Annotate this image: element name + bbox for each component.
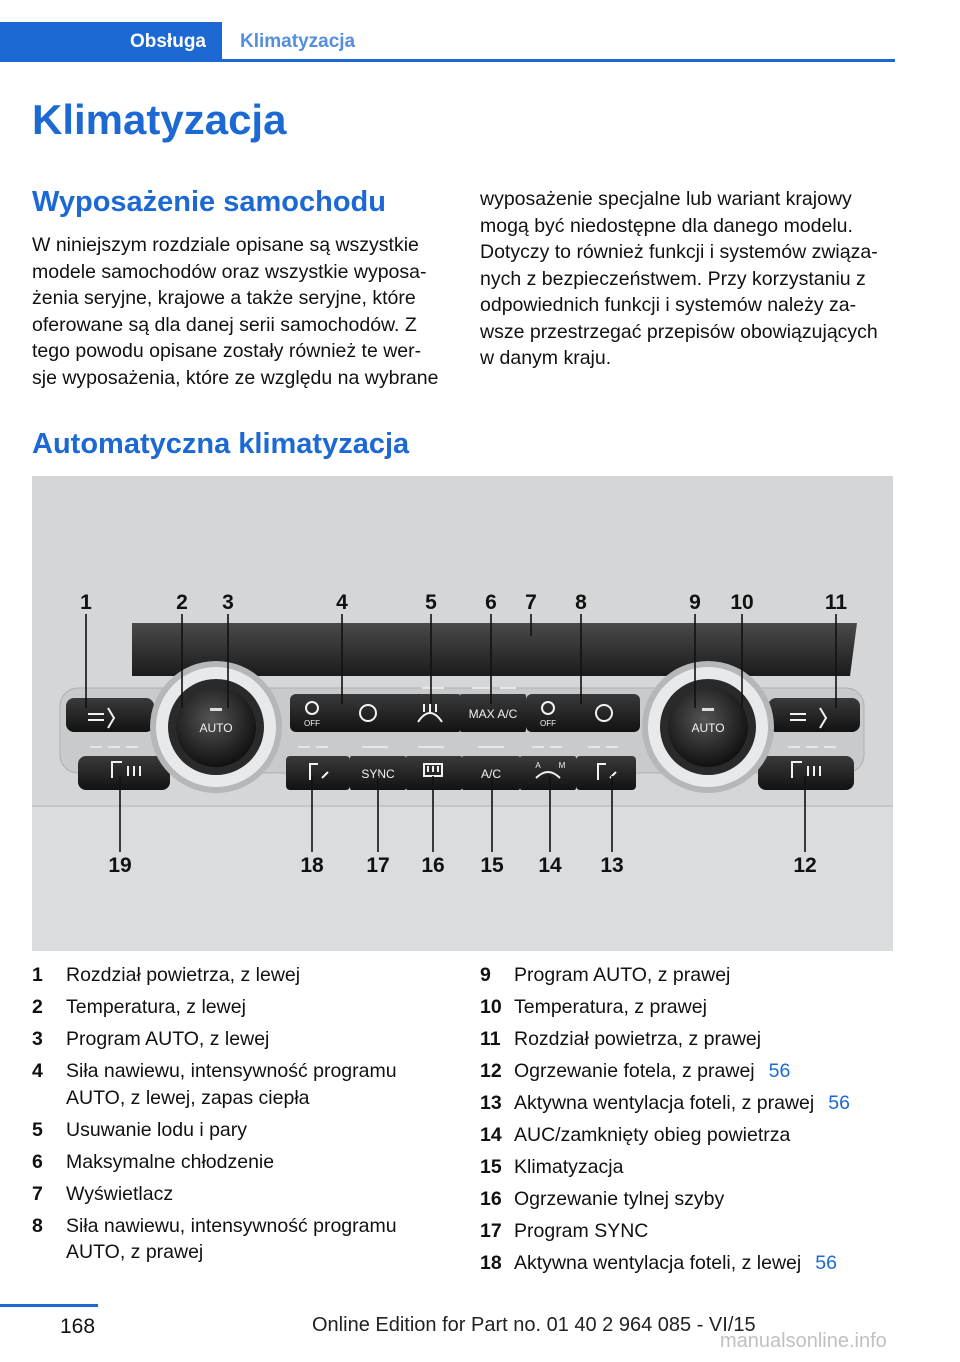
legend-text-block [66, 1058, 452, 1111]
legend-item [32, 1149, 452, 1176]
legend-item [480, 1090, 900, 1117]
climate-panel-figure [32, 476, 893, 951]
legend-left [32, 962, 452, 1271]
legend-number: 8 [32, 1214, 43, 1237]
legend-text: AUC/zamknięty obieg powietrza [514, 1124, 791, 1146]
legend-number: 2 [32, 996, 43, 1018]
auto-left-label: AUTO [199, 721, 233, 735]
callout-number: 14 [538, 854, 562, 877]
legend-item [32, 1058, 452, 1111]
legend-number: 6 [32, 1150, 43, 1173]
edition-note: Online Edition for Part no. 01 40 2 964 085 - VI/15 [312, 1314, 756, 1336]
legend-text: Ogrzewanie fotela, z prawej [514, 1060, 755, 1082]
intro-line: modele samochodów oraz wszystkie wyposa‐ [32, 260, 427, 283]
legend-text: Program AUTO, z lewej [66, 1028, 270, 1050]
auc-m-label: M [558, 761, 566, 770]
legend-text: Wyświetlacz [66, 1182, 174, 1205]
legend-text-block [514, 1250, 900, 1277]
legend-item [480, 1122, 900, 1149]
legend-item [32, 1181, 452, 1208]
legend-number: 15 [480, 1156, 502, 1178]
page-number: 168 [60, 1315, 96, 1338]
callout-number: 11 [824, 591, 848, 614]
callout-number: 19 [108, 854, 132, 877]
legend-number: 16 [480, 1188, 502, 1210]
off-left-label: OFF [304, 719, 320, 728]
intro-line: W niniejszym rozdziale opisane są wszystkie [32, 234, 419, 256]
legend-item [480, 962, 900, 989]
intro-line: żenia seryjne, krajowe a także seryjne, które [32, 287, 416, 309]
legend-text: Ogrzewanie tylnej szyby [514, 1188, 725, 1210]
footer-divider [0, 1304, 98, 1307]
tab-klimatyzacja[interactable]: Klimatyzacja [240, 31, 356, 52]
max-ac-label: MAX A/C [468, 707, 518, 721]
legend-text: Program SYNC [514, 1220, 649, 1242]
callout-number: 2 [176, 591, 188, 614]
legend-text: Rozdział powietrza, z prawej [514, 1028, 762, 1050]
intro-column-right [480, 186, 898, 372]
legend-text: Temperatura, z lewej [66, 996, 246, 1018]
section-heading-equipment: Wyposażenie samochodu [32, 186, 386, 218]
ac-label: A/C [480, 767, 502, 781]
callout-number: 3 [222, 591, 234, 614]
callout-number: 8 [575, 591, 587, 614]
callout-number: 6 [485, 591, 497, 614]
intro-line: wyposażenie specjalne lub wariant krajowy [480, 188, 852, 210]
legend-number: 17 [480, 1220, 502, 1242]
legend-text: Aktywna wentylacja foteli, z prawej [514, 1092, 815, 1114]
legend-number: 1 [32, 964, 43, 986]
legend-text: Aktywna wentylacja foteli, z lewej [514, 1252, 802, 1274]
rear-defrost-button[interactable] [406, 756, 462, 790]
legend-item [480, 994, 900, 1021]
callout-number: 15 [480, 854, 504, 877]
legend-number: 3 [32, 1028, 43, 1050]
callout-number: 5 [425, 591, 437, 614]
callout-number: 4 [336, 591, 348, 614]
legend-item [480, 1186, 900, 1213]
legend-number: 5 [32, 1118, 43, 1141]
callout-number: 13 [600, 854, 624, 877]
legend-text-continued: AUTO, z prawej [66, 1241, 204, 1263]
sync-label: SYNC [361, 767, 395, 781]
legend-item [480, 1218, 900, 1245]
legend-text-continued: AUTO, z lewej, zapas ciepła [66, 1086, 310, 1109]
intro-line: oferowane są dla danej serii samochodów. Z [32, 313, 417, 336]
legend-text: Klimatyzacja [514, 1156, 624, 1178]
callout-number: 1 [80, 591, 92, 614]
intro-line: mogą być niedostępne dla danego modelu. [480, 214, 853, 237]
legend-text: Maksymalne chłodzenie [66, 1150, 275, 1173]
callout-number: 9 [689, 591, 701, 614]
legend-number: 13 [480, 1092, 502, 1114]
legend-number: 7 [32, 1182, 43, 1205]
legend-text: Program AUTO, z prawej [514, 964, 731, 986]
air-distribution-left-button[interactable] [66, 698, 154, 732]
legend-number: 12 [480, 1060, 502, 1082]
intro-line: sje wyposażenia, które ze względu na wybrane [32, 366, 439, 389]
header-tabs [0, 0, 895, 62]
seat-heat-right-button[interactable] [758, 756, 854, 790]
legend-number: 11 [480, 1028, 501, 1050]
legend-item [480, 1026, 900, 1053]
callout-number: 7 [525, 591, 537, 614]
intro-line: Dotyczy to również funkcji i systemów związa‐ [480, 241, 878, 263]
legend-text: Temperatura, z prawej [514, 996, 707, 1018]
section-heading-automatic-ac: Automatyczna klimatyzacja [32, 428, 410, 460]
legend-item [32, 962, 452, 989]
auto-right-label: AUTO [691, 721, 725, 735]
intro-line: w danym kraju. [480, 347, 612, 369]
legend-item [480, 1058, 900, 1085]
legend-item [480, 1250, 900, 1277]
legend-item [32, 1213, 452, 1266]
seat-vent-right-button[interactable] [576, 756, 636, 790]
off-right-label: OFF [540, 719, 556, 728]
legend-text: Rozdział powietrza, z lewej [66, 964, 301, 986]
legend-number: 9 [480, 964, 491, 986]
intro-line: tego powodu opisane zostały również te wer‐ [32, 340, 422, 362]
legend-text-block [514, 1058, 900, 1085]
page-reference-link[interactable]: 56 [828, 1092, 850, 1114]
legend-item [32, 1026, 452, 1053]
legend-item [32, 994, 452, 1021]
watermark: manualsonline.info [720, 1330, 887, 1352]
legend-text-block [66, 1213, 452, 1266]
legend-number: 18 [480, 1252, 502, 1274]
intro-line: nych z bezpieczeństwem. Przy korzystaniu z [480, 267, 866, 290]
intro-line: odpowiednich funkcji i systemów należy za‐ [480, 294, 857, 316]
header-divider [222, 59, 895, 62]
auc-a-label: A [535, 761, 541, 770]
callout-number: 10 [730, 591, 754, 614]
seat-heat-left-button[interactable] [78, 756, 170, 790]
legend-item [480, 1154, 900, 1181]
callout-number: 18 [300, 854, 324, 877]
callout-number: 17 [366, 854, 390, 877]
seat-vent-left-button[interactable] [286, 756, 350, 790]
callout-number: 16 [421, 854, 445, 877]
legend-item [32, 1117, 452, 1144]
page-reference-link[interactable]: 56 [815, 1252, 837, 1274]
intro-line: wsze przestrzegać przepisów obowiązujących [480, 320, 878, 343]
page-title: Klimatyzacja [32, 96, 287, 143]
page-reference-link[interactable]: 56 [768, 1060, 791, 1082]
legend-text: Siła nawiewu, intensywność programu [66, 1060, 397, 1082]
legend-text: Siła nawiewu, intensywność programu [66, 1214, 397, 1237]
callout-number: 12 [793, 854, 817, 877]
legend-text: Usuwanie lodu i pary [66, 1118, 248, 1141]
legend-text-block [514, 1090, 900, 1117]
tab-obsluga[interactable]: Obsługa [0, 22, 222, 62]
legend-number: 4 [32, 1060, 43, 1082]
legend-right [480, 962, 900, 1282]
legend-number: 10 [480, 996, 502, 1018]
air-distribution-right-button[interactable] [768, 698, 860, 732]
intro-column-left [32, 232, 450, 391]
legend-number: 14 [480, 1124, 502, 1146]
